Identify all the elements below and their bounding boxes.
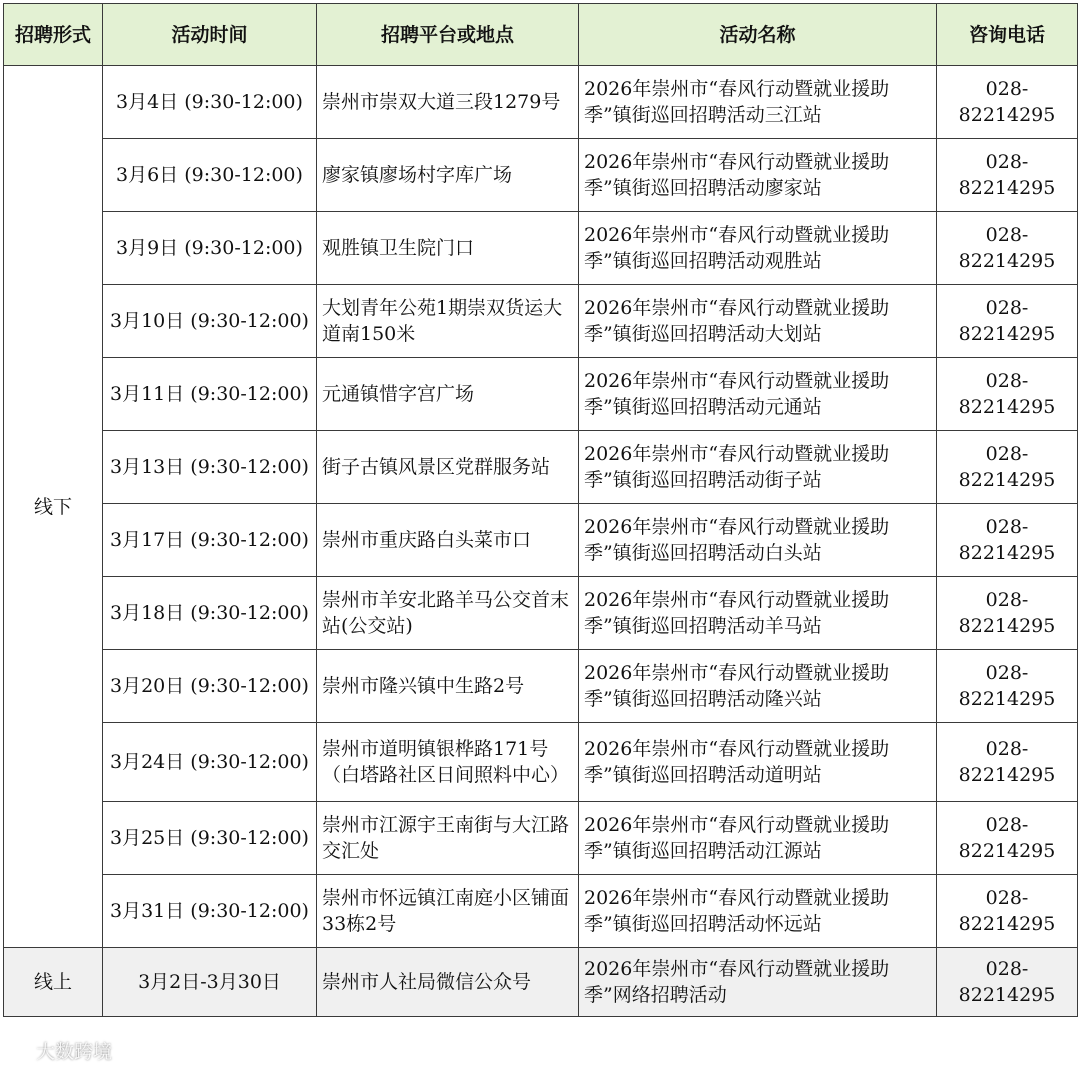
table-row [4,577,1078,650]
activity-cell: 2026年崇州市“春风行动暨就业援助季”镇街巡回招聘活动羊马站 [579,577,937,650]
time-cell: 3月18日 (9:30-12:00) [103,577,317,650]
recruitment-schedule-table [3,3,1078,1017]
place-cell: 崇州市道明镇银桦路171号（白塔路社区日间照料中心） [317,723,579,802]
activity-cell: 2026年崇州市“春风行动暨就业援助季”镇街巡回招聘活动元通站 [579,358,937,431]
time-cell: 3月13日 (9:30-12:00) [103,431,317,504]
phone-cell: 028-82214295 [937,139,1078,212]
activity-cell: 2026年崇州市“春风行动暨就业援助季”镇街巡回招聘活动隆兴站 [579,650,937,723]
online-format-cell: 线上 [4,948,103,1017]
time-cell: 3月25日 (9:30-12:00) [103,802,317,875]
table-row [4,139,1078,212]
watermark [10,1037,112,1064]
activity-cell: 2026年崇州市“春风行动暨就业援助季”镇街巡回招聘活动廖家站 [579,139,937,212]
activity-cell: 2026年崇州市“春风行动暨就业援助季”镇街巡回招聘活动道明站 [579,723,937,802]
online-row [4,948,1078,1017]
activity-cell: 2026年崇州市“春风行动暨就业援助季”镇街巡回招聘活动街子站 [579,431,937,504]
header-time: 活动时间 [103,4,317,66]
time-cell: 3月31日 (9:30-12:00) [103,875,317,948]
table-row [4,504,1078,577]
phone-cell: 028-82214295 [937,66,1078,139]
phone-cell: 028-82214295 [937,504,1078,577]
table-row [4,358,1078,431]
activity-cell: 2026年崇州市“春风行动暨就业援助季”镇街巡回招聘活动观胜站 [579,212,937,285]
activity-cell: 2026年崇州市“春风行动暨就业援助季”镇街巡回招聘活动江源站 [579,802,937,875]
phone-cell: 028-82214295 [937,723,1078,802]
watermark-text: 大数跨境 [36,1041,113,1063]
place-cell: 崇州市怀远镇江南庭小区铺面33栋2号 [317,875,579,948]
phone-cell: 028-82214295 [937,431,1078,504]
time-cell: 3月10日 (9:30-12:00) [103,285,317,358]
table-row [4,431,1078,504]
table-row [4,723,1078,802]
time-cell: 3月11日 (9:30-12:00) [103,358,317,431]
table-row [4,212,1078,285]
time-cell: 3月24日 (9:30-12:00) [103,723,317,802]
phone-cell: 028-82214295 [937,358,1078,431]
header-place: 招聘平台或地点 [317,4,579,66]
place-cell: 街子古镇风景区党群服务站 [317,431,579,504]
table-row [4,875,1078,948]
header-activity: 活动名称 [579,4,937,66]
phone-cell: 028-82214295 [937,577,1078,650]
phone-cell: 028-82214295 [937,650,1078,723]
place-cell: 崇州市崇双大道三段1279号 [317,66,579,139]
table-row [4,802,1078,875]
watermark-logo-icon [10,1042,32,1060]
place-cell: 廖家镇廖场村字库广场 [317,139,579,212]
time-cell: 3月9日 (9:30-12:00) [103,212,317,285]
place-cell: 崇州市人社局微信公众号 [317,948,579,1017]
header-phone: 咨询电话 [937,4,1078,66]
time-cell: 3月20日 (9:30-12:00) [103,650,317,723]
activity-cell: 2026年崇州市“春风行动暨就业援助季”镇街巡回招聘活动怀远站 [579,875,937,948]
time-cell: 3月6日 (9:30-12:00) [103,139,317,212]
place-cell: 元通镇惜字宫广场 [317,358,579,431]
activity-cell: 2026年崇州市“春风行动暨就业援助季”镇街巡回招聘活动大划站 [579,285,937,358]
phone-cell: 028-82214295 [937,802,1078,875]
phone-cell: 028-82214295 [937,285,1078,358]
header-format: 招聘形式 [4,4,103,66]
place-cell: 观胜镇卫生院门口 [317,212,579,285]
time-cell: 3月17日 (9:30-12:00) [103,504,317,577]
place-cell: 崇州市江源宇王南街与大江路交汇处 [317,802,579,875]
place-cell: 大划青年公苑1期崇双货运大道南150米 [317,285,579,358]
time-cell: 3月4日 (9:30-12:00) [103,66,317,139]
activity-cell: 2026年崇州市“春风行动暨就业援助季”镇街巡回招聘活动三江站 [579,66,937,139]
time-cell: 3月2日-3月30日 [103,948,317,1017]
activity-cell: 2026年崇州市“春风行动暨就业援助季”镇街巡回招聘活动白头站 [579,504,937,577]
place-cell: 崇州市羊安北路羊马公交首末站(公交站) [317,577,579,650]
place-cell: 崇州市隆兴镇中生路2号 [317,650,579,723]
place-cell: 崇州市重庆路白头菜市口 [317,504,579,577]
offline-format-cell: 线下 [4,66,103,948]
phone-cell: 028-82214295 [937,948,1078,1017]
phone-cell: 028-82214295 [937,212,1078,285]
phone-cell: 028-82214295 [937,875,1078,948]
activity-cell: 2026年崇州市“春风行动暨就业援助季”网络招聘活动 [579,948,937,1017]
header-row [4,4,1078,66]
table-row [4,285,1078,358]
table-row [4,650,1078,723]
table-row [4,66,1078,139]
